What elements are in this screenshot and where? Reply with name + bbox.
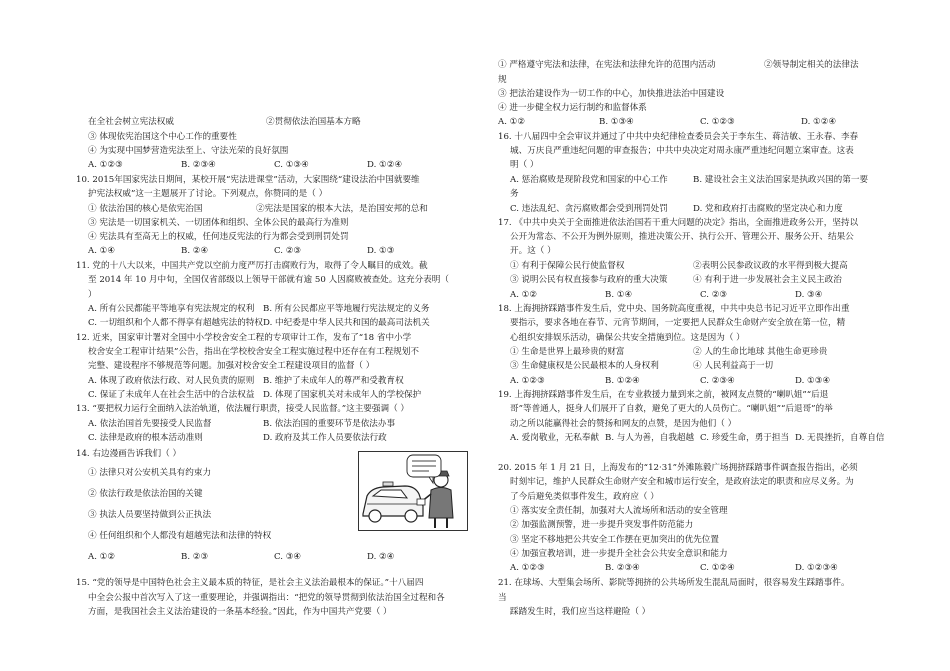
q12-option-a[interactable]: A. 体现了政府依法行政、对人民负责的原则	[88, 376, 255, 386]
q15-stem-2: 中全会公报中首次写入了这一重要理论，并强调指出：“把党的领导贯彻到依法治国全过程和各	[88, 593, 445, 603]
q15-item-3: ③ 把法治建设作为一切工作的中心，加快推进法治中国建设	[498, 89, 725, 99]
q14-item-3: ③ 执法人员要坚持做到公正执法	[88, 510, 212, 520]
option[interactable]: C. ②③	[700, 290, 728, 300]
q12-option-d[interactable]: D. 体现了国家机关对未成年人的学校保护	[263, 390, 422, 400]
option[interactable]: D. ①②④	[367, 160, 403, 170]
q16-stem-1: 16. 十八届四中全会审议并通过了中共中央纪律检查委员会关于李东生、蒋洁敏、王永春、李春	[498, 132, 859, 142]
q15-item-2: ②领导制定相关的法律法	[764, 60, 859, 70]
q17-options	[498, 290, 890, 301]
q17-item-1: ① 有利于保障公民行使监督权	[510, 261, 625, 271]
option[interactable]: D. ①②③④	[795, 563, 838, 573]
q15-item-4: ④ 进一步健全权力运行制约和监督体系	[498, 103, 647, 113]
q11-option-d[interactable]: D. 中纪委是中华人民共和国的最高司法机关	[263, 318, 430, 328]
q9-line-c: ③ 体现依宪治国这个中心工作的重要性	[88, 132, 237, 142]
q18-item-2: ② 人的生命比地球 其他生命更珍贵	[693, 347, 828, 357]
q18-item-1: ① 生命是世界上最珍贵的财富	[510, 347, 625, 357]
q10-item-1: ① 依法治国的核心是依宪治国	[88, 204, 203, 214]
option[interactable]: A. ①②	[88, 552, 116, 562]
q18-item-4: ④ 人民利益高于一切	[693, 361, 774, 371]
q18-stem-3: 心组织安排娱乐活动，确保公共安全措施到位。这是因为（ ）	[510, 333, 745, 343]
q12-stem-3: 完整、建设程序不够规范等问题。加强对校舍安全工程建设项目的监督（ ）	[88, 361, 375, 371]
q20-stem-1: 20. 2015 年 1 月 21 日，上海发布的“12·31”外滩陈毅广场拥挤踩踏事件调查报告指出，必须	[498, 463, 858, 473]
q20-stem-3: 了今后避免类似事件发生，政府应（ ）	[510, 492, 659, 502]
q13-option-b[interactable]: B. 依法治国的重要环节是依法办事	[263, 419, 396, 429]
option[interactable]: B. ②③	[181, 552, 209, 562]
q9-options	[76, 160, 460, 171]
q16-option-a[interactable]: A. 惩治腐败是现阶段党和国家的中心工作	[510, 175, 668, 185]
q21-stem-3: 踩踏发生时，我们应当这样避险（ ）	[510, 607, 651, 617]
q15-item-1: ① 严格遵守宪法和法律，在宪法和法律允许的范围内活动	[498, 60, 716, 70]
q12-stem-2: 校舍安全工程审计结果”公告，指出在学校校舍安全工程实施过程中还存在有工程规划不	[88, 347, 419, 357]
option-c[interactable]: C. 珍爱生命，勇于担当	[700, 433, 790, 443]
q17-stem-3: 开。这（ ）	[510, 246, 556, 256]
q18-stem-1: 18. 上海拥挤踩踏事件发生后，党中央、国务院高度重视，中共中央总书记习近平立即作出重	[498, 304, 850, 314]
option[interactable]: D. ②④	[367, 552, 395, 562]
q17-stem-2: 公开为常态、不公开为例外原则，推进决策公开、执行公开、管理公开、服务公开、结果公	[510, 232, 854, 242]
q9-line-d: ④ 为实现中国梦营造宪法至上、守法光荣的良好氛围	[88, 146, 289, 156]
q20-item-1: ① 落实安全责任制，加强对大人流场所和活动的安全管理	[510, 506, 728, 516]
q11-option-a[interactable]: A. 所有公民都能平等地享有宪法规定的权利	[88, 304, 255, 314]
option[interactable]: B. ①③④	[599, 117, 634, 127]
q18-stem-2: 要指示，要求各地在春节、元宵节期间，一定要把人民群众生命财产安全放在第一位，精	[510, 318, 846, 328]
q19-stem-1: 19. 上海拥挤踩踏事件发生后，在专业救援力量到来之前，被网友点赞的“喇叭姐”“后退	[498, 390, 829, 400]
q15-options	[498, 117, 896, 128]
q13-option-c[interactable]: C. 法律是政府的根本活动准则	[88, 433, 203, 443]
q16-stem-2: 城、万庆良严重违纪问题的审查报告；中共中央决定对周永康严重违纪问题立案审查。这表	[510, 146, 854, 156]
q20-item-2: ② 加强监测预警，进一步提升突发事件防范能力	[510, 520, 694, 530]
q15-stem-3: 方面，是我国社会主义法治建设的一条基本经验。”因此，作为中国共产党要（ ）	[88, 607, 392, 617]
option[interactable]: B. ①④	[605, 290, 633, 300]
police-car-cartoon-icon	[359, 452, 467, 530]
q19-stem-2: 哥”等普通人，挺身人们展开了自救，避免了更大的人员伤亡。“喇叭姐”“后退哥”的举	[510, 404, 833, 414]
option[interactable]: C. ①②③	[700, 117, 735, 127]
option[interactable]: D. ③④	[795, 290, 823, 300]
option-b[interactable]: B. 与人为善，自我超越	[605, 433, 695, 443]
q12-option-c[interactable]: C. 保证了未成年人在社会生活中的合法权益	[88, 390, 255, 400]
option[interactable]: D. ①②④	[801, 117, 837, 127]
q11-stem-2: 至 2014 年 10 月中旬，全国仅省部级以上领导干部就有逾 50 人因腐败被查处。这充分表明（	[88, 275, 449, 285]
option[interactable]: A. ①②③	[510, 563, 545, 573]
q12-option-b[interactable]: B. 维护了未成年人的尊严和受教育权	[263, 376, 404, 386]
q14-stem: 14. 右边漫画告诉我们（ ）	[76, 449, 182, 459]
q9-line-a: 在全社会树立宪法权威	[88, 117, 174, 127]
q11-option-c[interactable]: C. 一切组织和个人都不得享有超越宪法的特权	[88, 318, 264, 328]
q21-stem-1: 21. 在球场、大型集会场所、影院等拥挤的公共场所发生混乱局面时，很容易发生踩踏事件。	[498, 578, 850, 588]
q17-item-2: ②表明公民参政议政的水平得到极大提高	[693, 261, 848, 271]
q10-item-2: ②宪法是国家的根本大法，是治国安邦的总和	[256, 204, 428, 214]
option[interactable]: C. ②③④	[700, 376, 735, 386]
option[interactable]: C. ①③④	[274, 160, 309, 170]
option[interactable]: A. ①②	[510, 290, 538, 300]
q13-option-a[interactable]: A. 依法治国首先要接受人民监督	[88, 419, 212, 429]
q16-stem-3: 明（ ）	[510, 160, 539, 170]
option[interactable]: A. ①②③	[88, 160, 123, 170]
q13-option-d[interactable]: D. 政府及其工作人员要依法行政	[263, 433, 387, 443]
q15-stem-1: 15. “党的领导是中国特色社会主义最本质的特征，是社会主义法治最根本的保证。”十八届四	[76, 578, 424, 588]
q19-options	[498, 433, 890, 444]
option[interactable]: A. ①②③	[510, 376, 545, 386]
q20-options	[498, 563, 890, 574]
q11-option-b[interactable]: B. 所有公民都应平等地履行宪法规定的义务	[263, 304, 430, 314]
q14-item-2: ② 依法行政是依法治国的关键	[88, 489, 203, 499]
option[interactable]: B. ①②④	[605, 376, 640, 386]
q14-item-1: ① 法律只对公安机关具有约束力	[88, 468, 212, 478]
q17-item-3: ③ 说明公民有权直接参与政府的重大决策	[510, 275, 668, 285]
q10-options	[76, 246, 460, 257]
q16-option-c[interactable]: C. 违法乱纪、贪污腐败都会受到刑罚处罚	[510, 204, 668, 214]
option-d[interactable]: D. 无畏挫折，自尊自信	[795, 433, 885, 443]
q10-stem-1: 10. 2015年国家宪法日期间，某校开展“宪法进课堂”活动，大家围绕“建设法治中国就要维	[76, 175, 420, 185]
option[interactable]: B. ②④	[181, 246, 209, 256]
q14-cartoon	[358, 451, 468, 531]
option-a[interactable]: A. 爱岗敬业，无私奉献	[510, 433, 600, 443]
q20-item-4: ④ 加强宣教培训，进一步提升全社会公共安全意识和能力	[510, 549, 728, 559]
q14-item-4: ④ 任何组织和个人都没有超越宪法和法律的特权	[88, 531, 272, 541]
q10-stem-2: 护宪法权威”这一主题展开了讨论。下列观点，你赞同的是（ ）	[88, 189, 328, 199]
q18-item-3: ③ 生命健康权是公民最根本的人身权利	[510, 361, 659, 371]
option[interactable]: A. ①②	[498, 117, 526, 127]
option[interactable]: B. ②③④	[181, 160, 216, 170]
q14-options	[76, 552, 460, 563]
q20-item-3: ③ 坚定不移地把公共安全工作摆在更加突出的优先位置	[510, 535, 719, 545]
q16-option-d[interactable]: D. 党和政府打击腐败的坚定决心和力度	[693, 204, 843, 214]
q13-stem: 13. “要把权力运行全面纳入法治轨道，依法履行职责，接受人民监督。”这主要强调（ ）	[76, 404, 409, 414]
q18-options	[498, 376, 890, 387]
q20-stem-2: 时刻牢记，维护人民群众生命财产安全和城市运行安全，是政府法定的职责和应尽义务。为	[510, 477, 854, 487]
option[interactable]: D. ①③④	[795, 376, 831, 386]
q11-stem-1: 11. 党的十八大以来，中国共产党以空前力度严厉打击腐败行为，取得了令人瞩目的成效。截	[76, 261, 428, 271]
q9-line-b: ②贯彻依法治国基本方略	[266, 117, 361, 127]
option[interactable]: A. ①④	[88, 246, 116, 256]
q16-option-b-cont: 务	[510, 189, 519, 199]
option[interactable]: D. ①③	[367, 246, 395, 256]
q19-stem-3: 动之所以能赢得社会的赞扬和网友的点赞，是因为他们（ ）	[510, 419, 737, 429]
q10-item-4: ④ 宪法具有至高无上的权威，任何违反宪法的行为都会受到刑罚处罚	[88, 232, 349, 242]
q17-stem-1: 17. 《中共中央关于全面推进依法治国若干重大问题的决定》指出，全面推进政务公开，坚持以	[498, 218, 859, 228]
option[interactable]: C. ③④	[274, 552, 302, 562]
q15-item-2-cont: 规	[498, 75, 507, 85]
q10-item-3: ③ 宪法是一切国家机关、一切团体和组织、全体公民的最高行为准则	[88, 218, 349, 228]
option[interactable]: C. ②③	[274, 246, 302, 256]
option[interactable]: C. ①②④	[700, 563, 735, 573]
q21-stem-2: 当	[498, 593, 507, 603]
q17-item-4: ④ 有利于进一步发展社会主义民主政治	[693, 275, 842, 285]
option[interactable]: B. ②③④	[605, 563, 640, 573]
q16-option-b[interactable]: B. 建设社会主义法治国家是执政兴国的第一要	[693, 175, 869, 185]
q11-stem-3: ）	[88, 290, 97, 300]
q12-stem-1: 12. 近来，国家审计署对全国中小学校舍安全工程的专项审计工作，发布了“18 省中小学	[76, 333, 412, 343]
